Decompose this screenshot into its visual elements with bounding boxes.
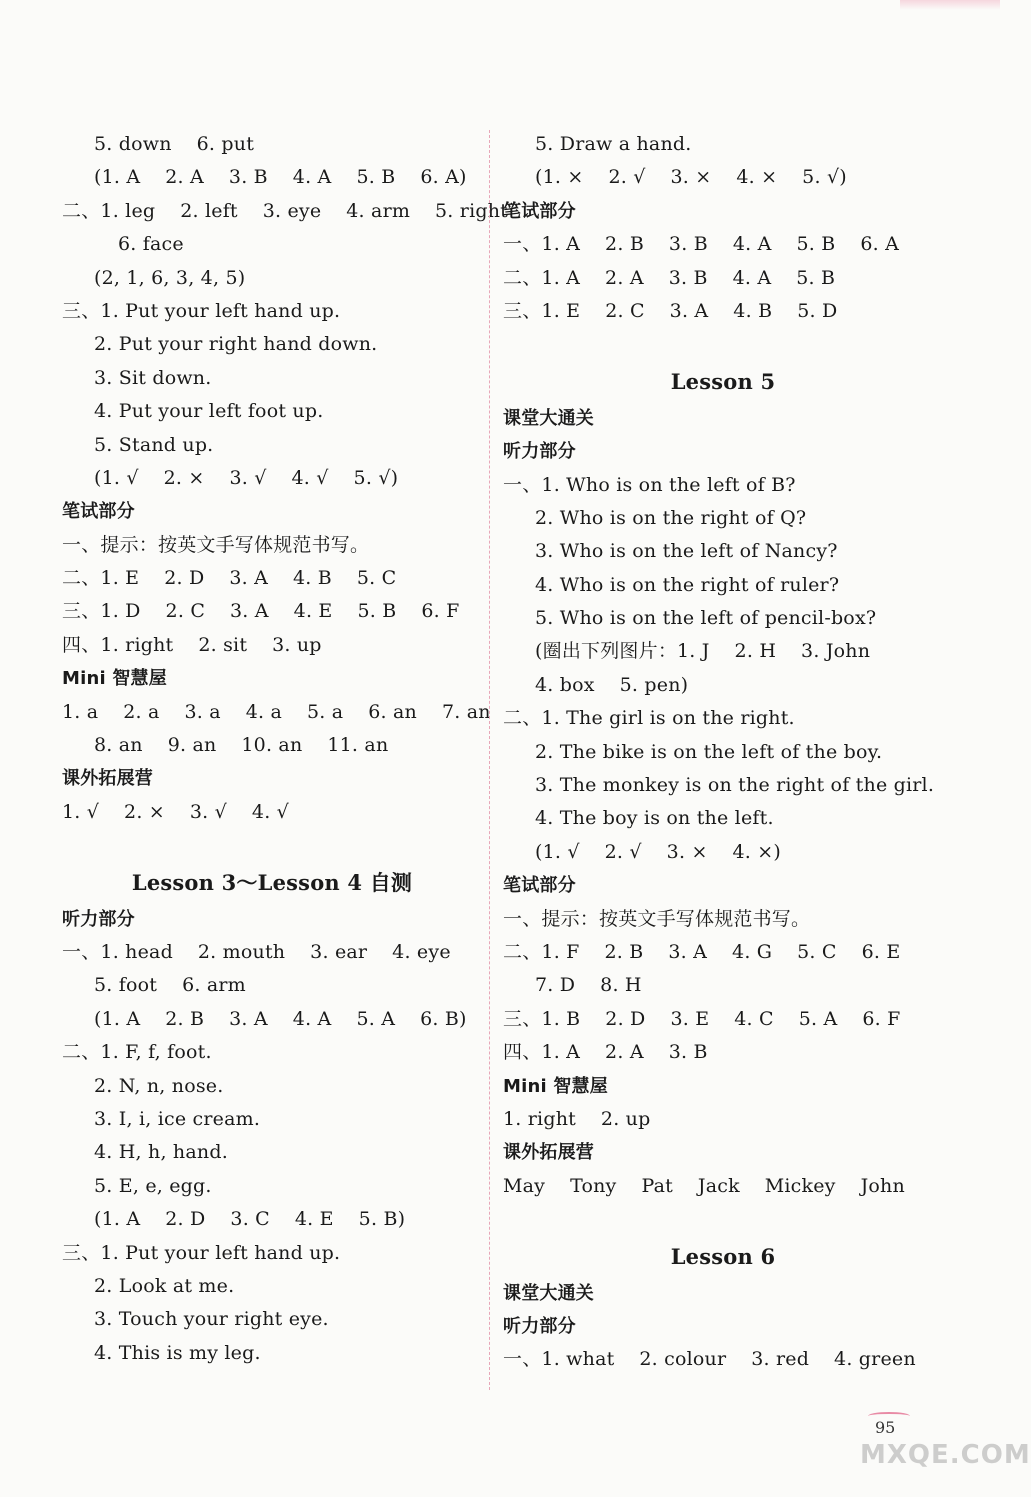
answer-line: 二、1. A 2. A 3. B 4. A 5. B bbox=[503, 266, 836, 289]
answer-line: 5. Draw a hand. bbox=[535, 133, 692, 155]
answer-line: 5. foot 6. arm bbox=[94, 974, 246, 997]
answer-line: 7. D 8. H bbox=[535, 974, 642, 997]
section-heading: 听力部分 bbox=[62, 908, 135, 930]
answer-line: 三、1. Put your left hand up. bbox=[62, 299, 341, 322]
answer-line: 三、1. D 2. C 3. A 4. E 5. B 6. F bbox=[62, 600, 460, 623]
spacer bbox=[62, 829, 482, 862]
answer-line: 1. a 2. a 3. a 4. a 5. a 6. an 7. an bbox=[62, 700, 491, 723]
lesson-title: Lesson 5 bbox=[670, 368, 776, 394]
left-answer-column bbox=[62, 128, 508, 1370]
spacer bbox=[503, 1203, 943, 1236]
lesson-title: Lesson 6 bbox=[670, 1243, 776, 1269]
spacer bbox=[503, 328, 943, 361]
answer-line: 8. an 9. an 10. an 11. an bbox=[94, 734, 389, 757]
answer-line: 3. Touch your right eye. bbox=[94, 1308, 329, 1331]
answer-line: (圈出下列图片：1. J 2. H 3. John bbox=[535, 640, 871, 663]
right-answer-column bbox=[503, 128, 943, 1377]
answer-line: 2. N, n, nose. bbox=[94, 1074, 224, 1097]
answer-line: 二、1. leg 2. left 3. eye 4. arm 5. right bbox=[62, 199, 508, 222]
answer-line: 4. This is my leg. bbox=[94, 1341, 261, 1364]
answer-line: 一、1. Who is on the left of B? bbox=[503, 473, 796, 496]
section-heading: 课堂大通关 bbox=[503, 407, 594, 429]
section-heading: 听力部分 bbox=[503, 1315, 576, 1337]
answer-line: 2. Who is on the right of Q? bbox=[535, 506, 807, 529]
section-heading: 笔试部分 bbox=[503, 875, 576, 897]
section-heading: 笔试部分 bbox=[503, 200, 576, 222]
answer-line: 三、1. Put your left hand up. bbox=[62, 1241, 341, 1264]
answer-line: 4. Who is on the right of ruler? bbox=[535, 573, 840, 596]
answer-line: May Tony Pat Jack Mickey John bbox=[503, 1174, 905, 1197]
watermark-logo: MXQE.COM bbox=[860, 1440, 1031, 1470]
section-heading: 笔试部分 bbox=[62, 501, 135, 523]
answer-line: 一、1. A 2. B 3. B 4. A 5. B 6. A bbox=[503, 233, 900, 256]
column-divider bbox=[489, 130, 490, 1390]
answer-line: 一、提示：按英文手写体规范书写。 bbox=[62, 533, 370, 556]
answer-line: 四、1. right 2. sit 3. up bbox=[62, 633, 322, 656]
answer-line: 一、提示：按英文手写体规范书写。 bbox=[503, 907, 811, 930]
answer-line: 3. Who is on the left of Nancy? bbox=[535, 540, 838, 563]
answer-line: 5. Stand up. bbox=[94, 433, 214, 456]
answer-line: 2. Put your right hand down. bbox=[94, 333, 378, 356]
answer-line: 3. I, i, ice cream. bbox=[94, 1107, 261, 1130]
page-number: 95 bbox=[875, 1418, 896, 1437]
answer-line: 4. Put your left foot up. bbox=[94, 400, 324, 423]
section-heading: 听力部分 bbox=[503, 441, 576, 463]
answer-line: 1. right 2. up bbox=[503, 1107, 651, 1130]
answer-line: 2. Look at me. bbox=[94, 1274, 235, 1297]
answer-line: (1. √ 2. × 3. √ 4. √ 5. √) bbox=[94, 466, 399, 489]
answer-line: 二、1. F, f, foot. bbox=[62, 1041, 212, 1064]
section-heading: Mini 智慧屋 bbox=[62, 668, 167, 690]
answer-line: 5. Who is on the left of pencil-box? bbox=[535, 607, 877, 630]
answer-line: 四、1. A 2. A 3. B bbox=[503, 1041, 708, 1064]
answer-line: 二、1. E 2. D 3. A 4. B 5. C bbox=[62, 567, 397, 590]
answer-line: 4. H, h, hand. bbox=[94, 1141, 228, 1164]
section-heading: Mini 智慧屋 bbox=[503, 1075, 608, 1097]
lesson-title: Lesson 3～Lesson 4 自测 bbox=[131, 869, 413, 895]
answer-line: 二、1. The girl is on the right. bbox=[503, 707, 795, 730]
answer-line: 一、1. what 2. colour 3. red 4. green bbox=[503, 1348, 916, 1371]
section-heading: 课外拓展营 bbox=[503, 1142, 594, 1164]
answer-line: 6. face bbox=[118, 233, 184, 256]
answer-line: (1. A 2. B 3. A 4. A 5. A 6. B) bbox=[94, 1007, 467, 1030]
answer-line: 三、1. E 2. C 3. A 4. B 5. D bbox=[503, 299, 838, 322]
answer-line: (1. A 2. A 3. B 4. A 5. B 6. A) bbox=[94, 166, 467, 189]
answer-line: 1. √ 2. × 3. √ 4. √ bbox=[62, 800, 289, 823]
answer-line: (1. √ 2. √ 3. × 4. ×) bbox=[535, 840, 782, 863]
top-edge-decoration bbox=[900, 0, 1000, 10]
section-heading: 课堂大通关 bbox=[503, 1282, 594, 1304]
answer-line: 4. The boy is on the left. bbox=[535, 807, 774, 830]
answer-line: 3. The monkey is on the right of the girl. bbox=[535, 774, 935, 797]
answer-line: 一、1. head 2. mouth 3. ear 4. eye bbox=[62, 940, 451, 963]
answer-line: 5. E, e, egg. bbox=[94, 1174, 212, 1197]
answer-line: 三、1. B 2. D 3. E 4. C 5. A 6. F bbox=[503, 1007, 901, 1030]
section-heading: 课外拓展营 bbox=[62, 768, 153, 790]
answer-line: 3. Sit down. bbox=[94, 366, 212, 389]
answer-line: 5. down 6. put bbox=[94, 133, 255, 155]
answer-line: 2. The bike is on the left of the boy. bbox=[535, 740, 883, 763]
answer-line: 二、1. F 2. B 3. A 4. G 5. C 6. E bbox=[503, 940, 901, 963]
answer-line: (1. × 2. √ 3. × 4. × 5. √) bbox=[535, 166, 847, 189]
answer-line: (2, 1, 6, 3, 4, 5) bbox=[94, 266, 246, 289]
answer-line: 4. box 5. pen) bbox=[535, 673, 689, 696]
answer-line: (1. A 2. D 3. C 4. E 5. B) bbox=[94, 1208, 406, 1231]
